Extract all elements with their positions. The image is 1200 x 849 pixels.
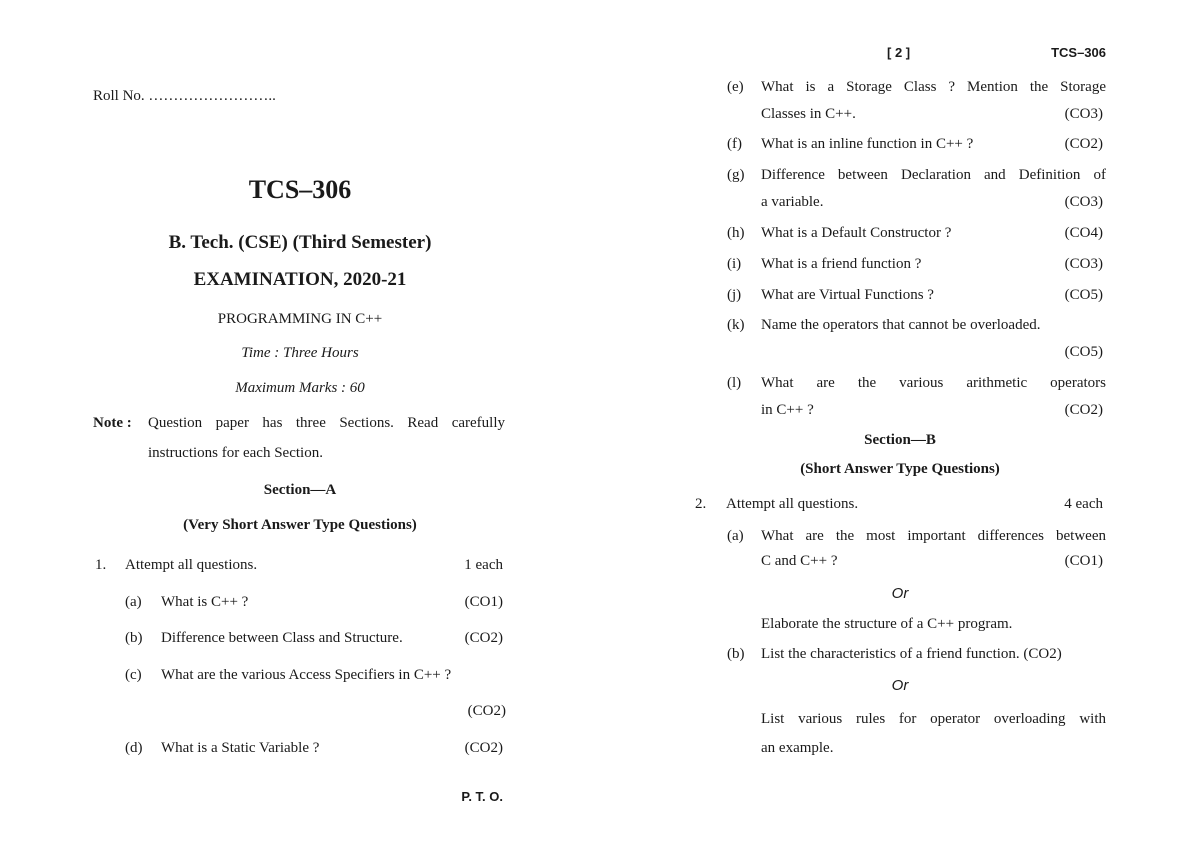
item-text: Difference between Class and Structure.: [161, 630, 403, 646]
or-label: Or: [891, 677, 909, 694]
item-co: (CO3): [1064, 194, 1103, 210]
item-co: (CO2): [464, 740, 503, 756]
item-co: (CO2): [1064, 402, 1103, 418]
item-label: (l): [727, 375, 742, 391]
item-text: What are the various Access Specifiers in C++ ?: [161, 667, 452, 683]
alternative-text: Elaborate the structure of a C++ program.: [761, 616, 1013, 632]
item-text-line-1: What are the most important differences between: [761, 528, 1106, 544]
alternative-text-line-2: an example.: [761, 740, 834, 756]
item-label: (b): [727, 646, 745, 662]
note-line-2: instructions for each Section.: [148, 445, 323, 461]
item-co: (CO1): [464, 594, 503, 610]
item-text: What is a Default Constructor ?: [761, 225, 952, 241]
course-title: B. Tech. (CSE) (Third Semester): [168, 232, 432, 253]
item-text-line-1: What is a Storage Class ? Mention the Storage: [761, 79, 1106, 95]
item-text: Name the operators that cannot be overloaded.: [761, 317, 1041, 333]
item-text: List the characteristics of a friend function. (CO2): [761, 646, 1062, 662]
note-label: Note :: [93, 415, 132, 431]
item-label: (h): [727, 225, 745, 241]
item-label: (f): [727, 136, 742, 152]
item-label: (a): [727, 528, 744, 544]
page-number: [ 2 ]: [887, 45, 911, 60]
item-text-line-1: Difference between Declaration and Definition of: [761, 167, 1106, 183]
question-2-text: Attempt all questions.: [726, 496, 859, 512]
item-co: (CO2): [1064, 136, 1103, 152]
pto-label: P. T. O.: [461, 789, 503, 804]
item-text: What are Virtual Functions ?: [761, 287, 934, 303]
item-text: What is an inline function in C++ ?: [761, 136, 974, 152]
item-co: (CO5): [1064, 344, 1103, 360]
alternative-text-line-1: List various rules for operator overloading with: [761, 711, 1106, 727]
item-label: (e): [727, 79, 744, 95]
item-text: What is C++ ?: [161, 594, 249, 610]
item-label: (b): [125, 630, 143, 646]
item-text-line-2: Classes in C++.: [761, 106, 856, 122]
question-1-text: Attempt all questions.: [125, 557, 258, 573]
item-label: (a): [125, 594, 142, 610]
item-text-line-2: in C++ ?: [761, 402, 814, 418]
item-label: (g): [727, 167, 745, 183]
question-1-number: 1.: [95, 557, 107, 573]
marks-info: Maximum Marks : 60: [235, 380, 365, 396]
subject-title: PROGRAMMING IN C++: [217, 311, 383, 327]
item-label: (j): [727, 287, 742, 303]
note-line-1: Question paper has three Sections. Read carefully: [148, 415, 505, 431]
section-b-title: Section—B: [864, 432, 936, 448]
paper-code: TCS–306: [248, 175, 352, 204]
section-a-title: Section—A: [263, 482, 337, 498]
section-b-subtitle: (Short Answer Type Questions): [800, 461, 1000, 477]
item-co: (CO2): [464, 630, 503, 646]
item-text-line-2: C and C++ ?: [761, 553, 838, 569]
item-co: (CO1): [1064, 553, 1103, 569]
item-label: (d): [125, 740, 143, 756]
item-co: (CO5): [1064, 287, 1103, 303]
page-header-code: TCS–306: [1051, 45, 1106, 60]
item-co: (CO2): [467, 703, 506, 719]
item-co: (CO4): [1064, 225, 1103, 241]
item-text-line-2: a variable.: [761, 194, 824, 210]
exam-title: EXAMINATION, 2020-21: [193, 269, 407, 290]
item-label: (c): [125, 667, 142, 683]
roll-no: Roll No. ……………………..: [93, 88, 276, 104]
question-2-marks: 4 each: [1064, 496, 1103, 512]
item-co: (CO3): [1064, 256, 1103, 272]
question-2-number: 2.: [695, 496, 707, 512]
item-text: What is a Static Variable ?: [161, 740, 320, 756]
or-label: Or: [891, 585, 909, 602]
item-text: What is a friend function ?: [761, 256, 922, 272]
item-co: (CO3): [1064, 106, 1103, 122]
time-info: Time : Three Hours: [241, 345, 359, 361]
question-1-marks: 1 each: [464, 557, 503, 573]
item-label: (i): [727, 256, 742, 272]
item-label: (k): [727, 317, 745, 333]
item-text-line-1: What are the various arithmetic operators: [761, 375, 1106, 391]
section-a-subtitle: (Very Short Answer Type Questions): [183, 517, 417, 533]
